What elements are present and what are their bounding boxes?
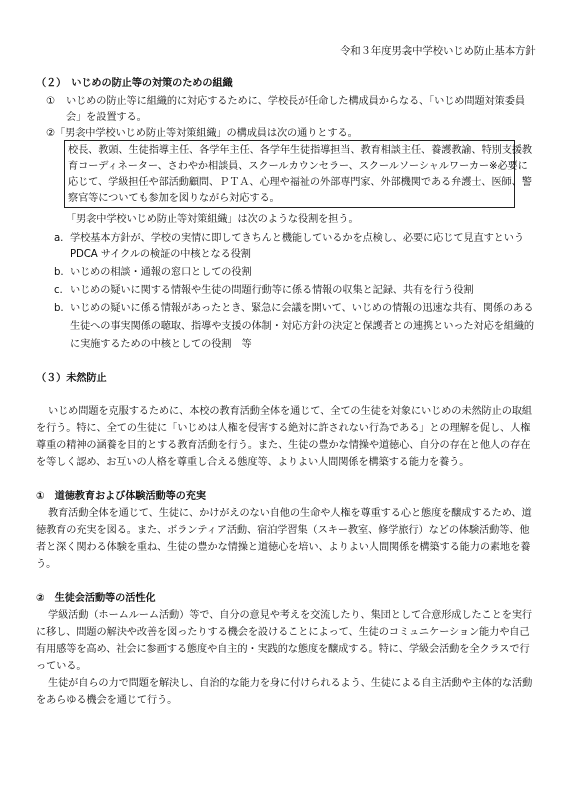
- members-box-line: 察官等についても参加を図りながら対応する。: [68, 193, 280, 204]
- subsection-2-line: 有用感等を高め、社会に参画する態度や自主的・実践的な態度を醸成する。特に、学級会活動を全クラスで行: [36, 644, 530, 655]
- members-box-line: 校長、教頭、生徒指導主任、各学年主任、各学年生徒指導担当、教育相談主任、養護教諭、特別支援教: [68, 145, 533, 156]
- role-line: 学校基本方針が、学校の実情に即してきちんと機能しているかを点検し、必要に応じて見直すという: [70, 233, 524, 244]
- item-2-line: ②「男衾中学校いじめ防止等対策組織」の構成員は次の通りとする。: [46, 128, 358, 139]
- page-header: 令和３年度男衾中学校いじめ防止基本方針: [340, 45, 536, 57]
- subsection-2-line: っている。: [36, 661, 87, 672]
- role-marker: c.: [54, 285, 63, 296]
- role-line: 生徒への事実関係の聴取、指導や支援の体制・対応方針の決定と保護者との連携といった対応を組織的: [70, 321, 535, 332]
- role-line: に実施するための中核としての役割 等: [70, 339, 252, 350]
- subsection-1-line: 者と深く関わる体験を重ね、生徒の豊かな情操と道徳心を培い、よりよい人間関係を構築する能力の素地を養: [36, 542, 531, 553]
- prevention-para-line: 尊重の精神の涵養を目的とする教育活動を行う。また、生徒の豊かな情操や道徳心、自分の存在と他人の存在: [36, 440, 531, 451]
- subsection-1-heading: ① 道徳教育および体験活動等の充実: [36, 491, 206, 502]
- item-1-marker: ①: [46, 96, 56, 107]
- role-marker: a.: [54, 233, 64, 244]
- role-line: いじめの相談・通報の窓口としての役割: [70, 267, 252, 278]
- item-1-line: 会」を設置する。: [66, 112, 147, 123]
- subsection-1-line: 徳教育の充実を図る。また、ボランティア活動、宿泊学習集（スキー教室、修学旅行）などの体験活動等、他: [36, 525, 530, 536]
- section-2-heading: （２） いじめの防止等の対策のための組織: [36, 78, 233, 89]
- prevention-para-line: いじめ問題を克服するために、本校の教育活動全体を通じて、全ての生徒を対象にいじめの未然防止の取組: [48, 406, 532, 417]
- subsection-1-line: う。: [36, 559, 57, 570]
- subsection-2-line: 生徒が自らの力で問題を解決し、自治的な能力を身に付けられるよう、生徒による自主活動や主体的な活動: [48, 678, 533, 689]
- prevention-para-line: を等しく認め、お互いの人格を尊重し合える態度等、よりよい人間関係を構築する能力を養う。: [36, 457, 470, 468]
- role-line: いじめの疑いに関する情報や生徒の問題行動等に係る情報の収集と記録、共有を行う役割: [70, 285, 474, 296]
- item-1-line: いじめの防止等に組織的に対応するために、学校長が任命した構成員からなる、「いじめ問題対策委員: [66, 96, 525, 107]
- members-box-line: 育コーディネーター、さわやか相談員、スクールカウンセラー、スクールソーシャルワーカー※必要に: [68, 161, 528, 172]
- role-marker: b.: [54, 267, 64, 278]
- roles-intro: 「男衾中学校いじめ防止等対策組織」は次のような役割を担う。: [66, 214, 359, 225]
- members-box-line: 応じて、学級担任や部活動顧問、ＰＴＡ、心理や福祉の外部専門家、外部機関である弁護士、医師、警: [68, 177, 532, 188]
- subsection-1-line: 教育活動全体を通じて、生徒に、かけがえのない自他の生命や人権を尊重する心と態度を醸成するため、道: [48, 508, 532, 519]
- subsection-2-line: に移し、問題の解決や改善を図ったりする機会を設けることによって、生徒のコミュニケーション能力や自己: [36, 627, 530, 638]
- subsection-2-line: 学級活動（ホームルーム活動）等で、自分の意見や考えを交流したり、集団として合意形成したことを実行: [48, 610, 532, 621]
- role-marker: b.: [54, 303, 64, 314]
- role-line: いじめの疑いに係る情報があったとき、緊急に会議を開いて、いじめの情報の迅速な共有、関係のある: [70, 303, 534, 314]
- section-3-heading: （３）未然防止: [36, 373, 107, 384]
- prevention-para-line: を行う。特に、全ての生徒に「いじめは人権を侵害する絶対に許されない行為である」との理解を促し、人権: [36, 423, 531, 434]
- subsection-2-line: をあらゆる機会を通じて行う。: [36, 695, 178, 706]
- role-line: PDCA サイクルの検証の中核となる役割: [70, 249, 251, 260]
- subsection-2-heading: ② 生徒会活動等の活性化: [36, 593, 156, 604]
